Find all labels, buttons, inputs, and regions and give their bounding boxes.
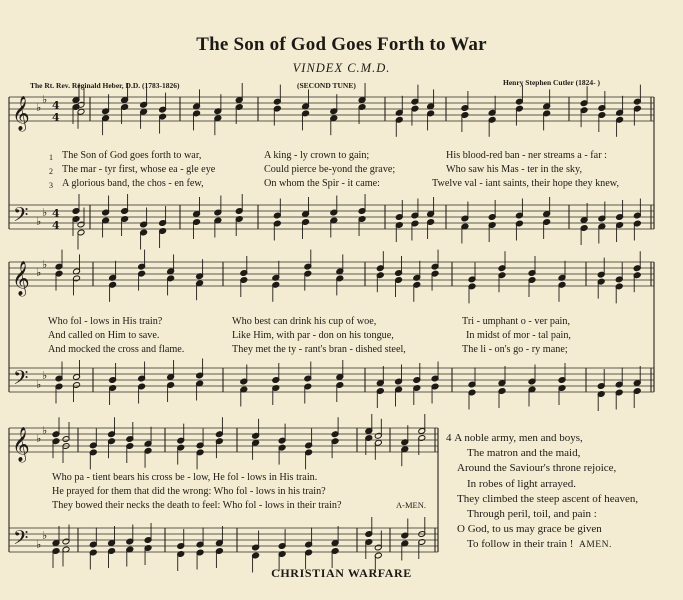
verse-4-line: In robes of light arrayed.	[467, 477, 577, 490]
verse-number: 1	[49, 153, 53, 162]
bass-staff	[9, 368, 654, 392]
treble-clef-icon: 𝄞	[12, 261, 30, 296]
lyric-line: The li - on's go - ry mane;	[462, 344, 568, 355]
flat-icon: ♭	[36, 266, 42, 279]
lyric-line: Like Him, with par - don on his tongue,	[232, 330, 394, 341]
flat-icon: ♭	[36, 432, 42, 445]
verse-4-line: Through peril, toil, and pain :	[467, 508, 597, 521]
lyric-line: Who fol - lows in His train?	[48, 316, 163, 327]
hymn-title: The Son of God Goes Forth to War	[196, 34, 487, 55]
treble-staff	[9, 262, 654, 286]
lyric-line: A glorious band, the chos - en few,	[62, 178, 204, 189]
time-signature: 4	[52, 219, 60, 232]
lyric-line: And called on Him to save.	[48, 330, 160, 341]
section-footer: CHRISTIAN WARFARE	[271, 566, 412, 580]
verse-number: 3	[49, 181, 53, 190]
verse-4-line: O God, to us may grace be given	[457, 523, 602, 536]
lyric-line: And mocked the cross and flame.	[48, 344, 185, 355]
flat-icon: ♭	[36, 538, 42, 551]
tune-name: VINDEX C.M.D.	[292, 61, 391, 75]
flat-icon: ♭	[42, 369, 48, 382]
lyric-line: The mar - tyr first, whose ea - gle eye	[62, 164, 216, 175]
flat-icon: ♭	[42, 93, 48, 106]
lyric-line: Who best can drink his cup of woe,	[232, 316, 377, 327]
time-signature: 4	[52, 99, 60, 112]
flat-icon: ♭	[36, 215, 42, 228]
lyric-line: Twelve val - iant saints, their hope they knew,	[432, 178, 620, 189]
lyric-line: He prayed for them that did the wrong: Who fol - lows in his train?	[52, 486, 326, 497]
verse-4-line	[446, 431, 638, 446]
verse-4-line: They climbed the steep ascent of heaven,	[457, 492, 639, 505]
flat-icon: ♭	[36, 378, 42, 391]
verse-4	[446, 431, 638, 554]
lyric-line: They bowed their necks the death to feel: Who fol - lows in their train?	[52, 500, 342, 511]
verse-4-text: To follow in their train !	[467, 538, 574, 551]
lyric-line: His blood-red ban - ner streams a - far :	[446, 150, 607, 161]
flat-icon: ♭	[42, 424, 48, 437]
time-signature: 4	[52, 111, 60, 124]
treble-staff	[9, 428, 438, 452]
author-credit: The Rt. Rev. Reginald Heber, D.D. (1783-1826)	[30, 81, 180, 90]
verse-4-line: Around the Saviour's throne rejoice,	[457, 462, 617, 475]
flat-icon: ♭	[42, 206, 48, 219]
lyric-line: Who pa - tient bears his cross be - low, He fol - lows in His train.	[52, 472, 318, 483]
lyric-line: Could pierce be-yond the grave;	[264, 164, 396, 175]
flat-icon: ♭	[36, 101, 42, 114]
bass-staff	[9, 528, 438, 552]
tune-note: (SECOND TUNE)	[297, 81, 356, 90]
flat-icon: ♭	[42, 529, 48, 542]
bass-staff	[9, 205, 654, 229]
verse-4-line: The matron and the maid,	[467, 447, 581, 460]
lyric-line: The Son of God goes forth to war,	[62, 150, 202, 161]
bass-clef-icon: 𝄢	[13, 203, 29, 231]
amen-lyric: A-MEN.	[396, 500, 426, 510]
lyric-line: Tri - umphant o - ver pain,	[462, 316, 570, 327]
verse-number: 4	[446, 432, 452, 444]
verse-4-line	[446, 537, 638, 553]
lyric-line: They met the ty - rant's bran - dished steel,	[232, 344, 406, 355]
treble-clef-icon: 𝄞	[12, 427, 30, 462]
bass-clef-icon: 𝄢	[13, 366, 29, 394]
treble-clef-icon: 𝄞	[12, 96, 30, 131]
time-signature: 4	[52, 207, 60, 220]
flat-icon: ♭	[42, 258, 48, 271]
lyric-line: On whom the Spir - it came:	[264, 178, 381, 189]
bass-clef-icon: 𝄢	[13, 526, 29, 554]
amen-text: AMEN.	[578, 540, 612, 551]
composer-credit: Henry Stephen Cutler (1824- )	[503, 78, 600, 87]
lyric-line: In midst of mor - tal pain,	[466, 330, 571, 341]
lyric-line: A king - ly crown to gain;	[264, 150, 370, 161]
lyric-line: Who saw his Mas - ter in the sky,	[446, 164, 582, 175]
verse-4-text: A noble army, men and boys,	[454, 432, 583, 444]
verse-number: 2	[49, 167, 53, 176]
